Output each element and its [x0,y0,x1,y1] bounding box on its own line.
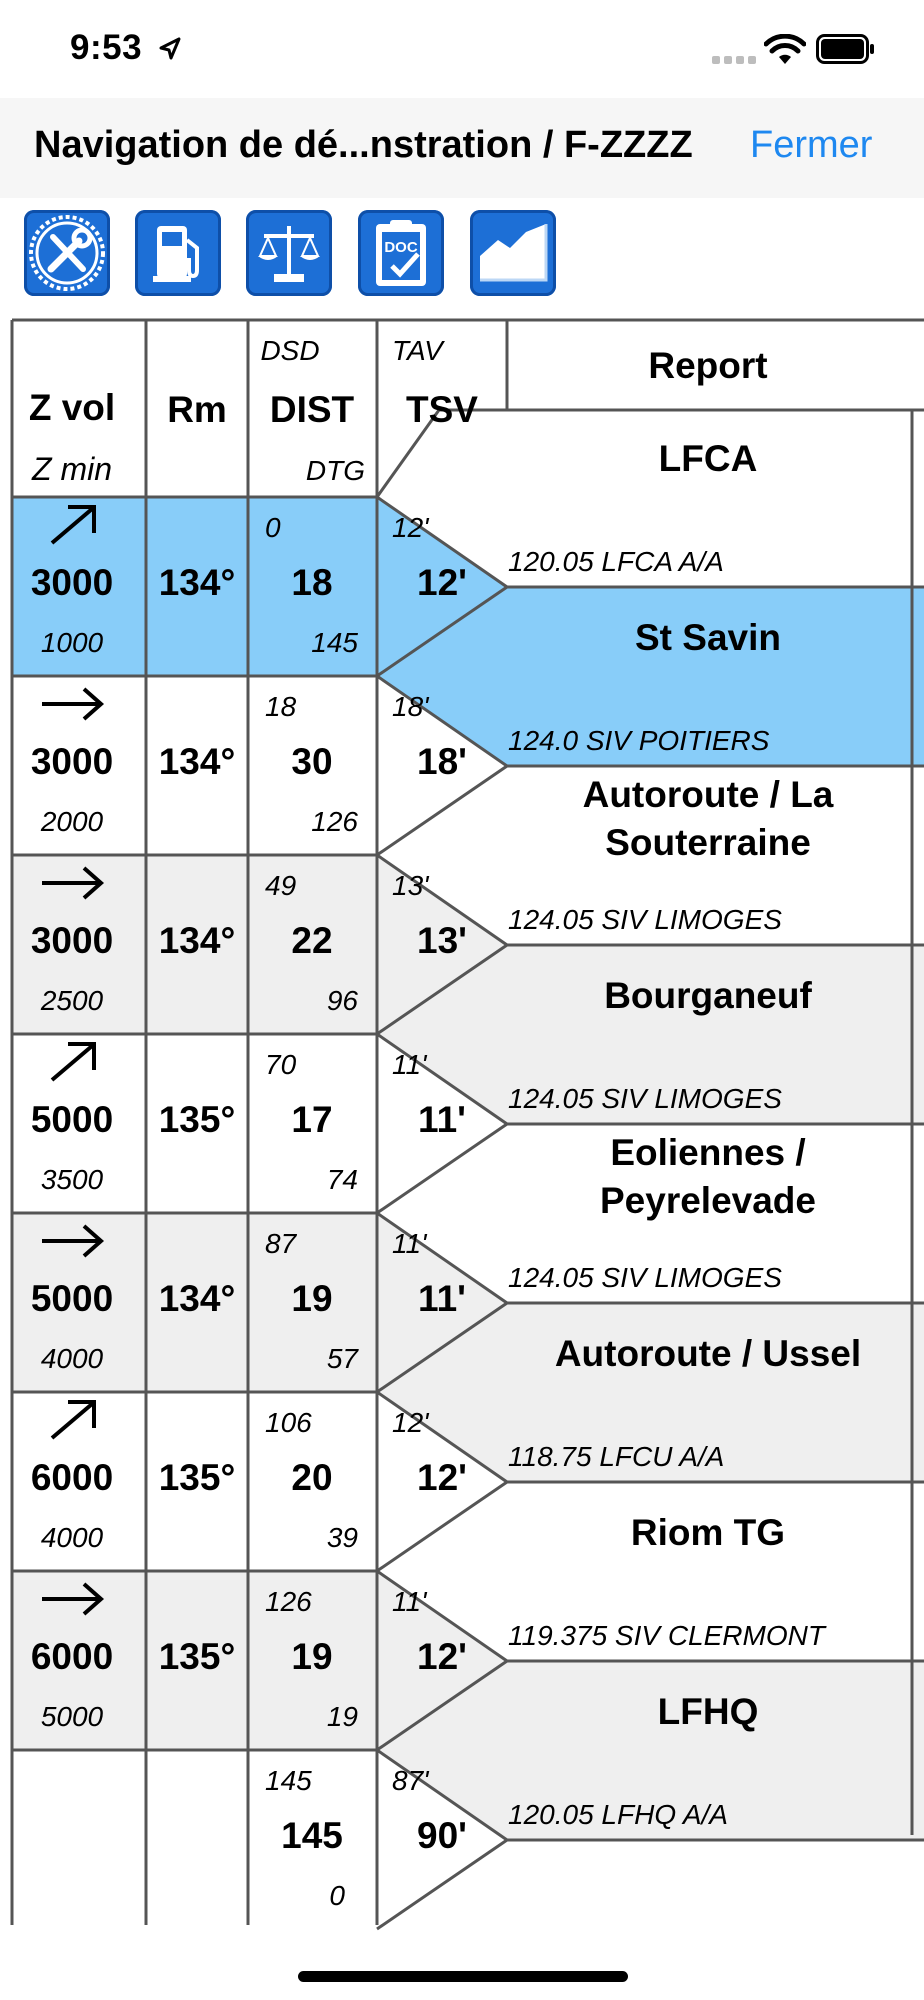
leg-zmin: 2500 [40,985,104,1016]
leg-tav: 11' [392,1049,427,1080]
leg-rm: 135° [158,1636,236,1677]
leg-tsv: 12' [417,1636,467,1677]
header-zmin: Z min [32,451,112,487]
leg-zvol: 6000 [30,1636,114,1677]
leg-dtg: 74 [326,1164,358,1195]
leg-zmin: 2000 [40,806,104,837]
waypoint-name: LFHQ [657,1691,759,1732]
nav-title: Navigation de dé...nstration / F-ZZZZ [34,124,693,166]
waypoint-frequency: 120.05 LFCA A/A [508,546,724,577]
waypoint-frequency: 120.05 LFHQ A/A [508,1799,728,1830]
leg-tav: 12' [392,512,429,543]
leg-dsd: 49 [265,870,297,901]
leg-rm: 134° [158,920,236,961]
leg-rm: 135° [158,1099,236,1140]
leg-dist: 22 [291,920,333,961]
leg-dsd: 126 [265,1586,312,1617]
leg-dtg: 96 [326,985,358,1016]
leg-zmin: 5000 [40,1701,104,1732]
leg-dsd: 0 [265,512,281,543]
home-indicator [298,1971,628,1982]
leg-zvol: 5000 [30,1278,114,1319]
header-tsv: TSV [406,389,478,430]
leg-tsv: 11' [418,1099,466,1140]
leg-zmin: 3500 [40,1164,104,1195]
leg-dtg: 145 [311,627,358,658]
leg-zvol: 5000 [30,1099,114,1140]
leg-dsd: 87 [265,1228,297,1259]
leg-dsd: 18 [265,691,297,722]
leg-dist: 20 [291,1457,333,1498]
leg-rm: 135° [158,1457,236,1498]
leg-dist: 18 [291,562,333,603]
total-tsv: 90' [417,1815,467,1856]
header-tav: TAV [392,335,443,366]
svg-text:DOC: DOC [384,239,418,256]
leg-dist: 17 [291,1099,333,1140]
total-tav: 87' [392,1765,429,1796]
leg-tav: 12' [392,1407,429,1438]
leg-zvol: 6000 [30,1457,114,1498]
leg-dist: 19 [291,1278,333,1319]
waypoint-name: St Savin [635,617,781,658]
waypoint-frequency: 124.05 SIV LIMOGES [508,1262,782,1293]
waypoint-frequency: 119.375 SIV CLERMONT [508,1620,825,1651]
leg-tav: 18' [392,691,429,722]
header-report: Report [648,345,768,386]
status-time: 9:53 [70,28,143,67]
leg-tav: 11' [392,1586,427,1617]
waypoint-frequency: 118.75 LFCU A/A [508,1441,725,1472]
waypoint-frequency: 124.0 SIV POITIERS [508,725,770,756]
leg-rm: 134° [158,741,236,782]
leg-zvol: 3000 [30,741,114,782]
waypoint-name: Autoroute / Ussel [554,1333,862,1374]
leg-dsd: 70 [265,1049,297,1080]
header-dtg: DTG [305,455,365,486]
leg-rm: 134° [158,562,236,603]
leg-dist: 19 [291,1636,333,1677]
leg-dtg: 57 [326,1343,358,1374]
waypoint-name: Autoroute / La [582,774,834,815]
header-dist: DIST [269,389,355,430]
leg-zvol: 3000 [30,920,114,961]
leg-tsv: 13' [417,920,467,961]
leg-tav: 11' [392,1228,427,1259]
leg-rm: 134° [158,1278,236,1319]
leg-dsd: 106 [265,1407,312,1438]
waypoint-name: Eoliennes / [610,1132,806,1173]
leg-tsv: 12' [417,1457,467,1498]
close-button[interactable]: Fermer [750,124,873,166]
waypoint-frequency: 124.05 SIV LIMOGES [508,904,782,935]
waypoint-name: Peyrelevade [599,1180,817,1221]
leg-zmin: 1000 [40,627,104,658]
leg-zvol: 3000 [30,562,114,603]
leg-dtg: 126 [311,806,358,837]
waypoint-name: Souterraine [605,822,811,863]
waypoint-frequency: 124.05 SIV LIMOGES [508,1083,782,1114]
leg-zmin: 4000 [40,1343,104,1374]
leg-tsv: 11' [418,1278,466,1319]
total-dsd: 145 [265,1765,312,1796]
waypoint-name: Bourganeuf [604,975,812,1016]
leg-dtg: 39 [326,1522,358,1553]
total-dist: 145 [281,1815,343,1856]
header-rm: Rm [167,389,227,430]
leg-dtg: 19 [326,1701,358,1732]
header-zvol: Z vol [28,387,116,428]
total-dtg: 0 [329,1880,345,1911]
waypoint-name: Riom TG [630,1512,786,1553]
leg-tsv: 18' [417,741,467,782]
header-dsd: DSD [260,335,320,366]
waypoint-name: LFCA [658,438,758,479]
leg-zmin: 4000 [40,1522,104,1553]
leg-dist: 30 [291,741,333,782]
leg-tav: 13' [392,870,429,901]
leg-tsv: 12' [417,562,467,603]
